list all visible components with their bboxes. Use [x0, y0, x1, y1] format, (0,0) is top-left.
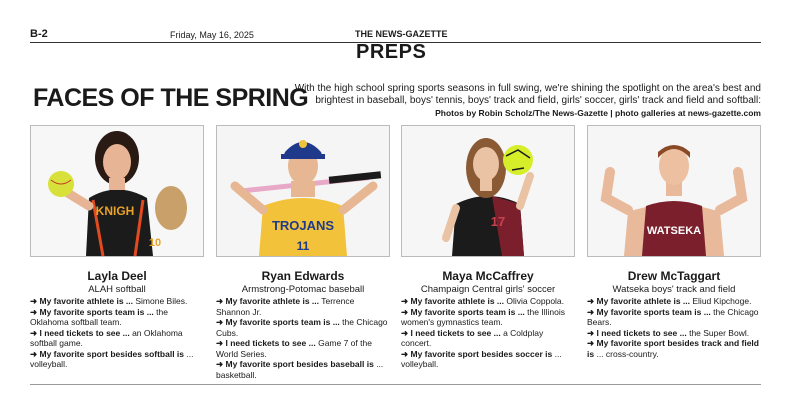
athlete-team: Champaign Central girls' soccer	[420, 284, 556, 295]
qa-item: ➜ My favorite sport besides soccer is ... volleyball.	[401, 348, 562, 369]
athlete-name: Maya McCaffrey	[442, 269, 534, 283]
athlete-photo	[216, 125, 390, 257]
athlete-photo	[401, 125, 575, 257]
qa-item: ➜ My favorite sports team is ... the Chicago Cubs.	[216, 317, 388, 338]
athlete-photo	[587, 125, 761, 257]
jersey-text: WATSEKA	[646, 225, 702, 237]
qa-item: ➜ My favorite athlete is ... Eliud Kipchoge.	[587, 296, 752, 306]
qa-item: ➜ My favorite sport besides softball is ... volleyball.	[30, 348, 194, 369]
jersey-text: TROJANS	[271, 218, 335, 233]
publication-date: Friday, May 16, 2025	[170, 30, 254, 40]
footer-rule	[30, 384, 761, 385]
qa-item: ➜ My favorite athlete is ... Olivia Coppola.	[401, 296, 565, 306]
athlete-name: Layla Deel	[87, 269, 147, 283]
qa-item: ➜ My favorite sport besides track and field is ... cross-country.	[587, 338, 759, 359]
qa-block	[216, 296, 390, 380]
athlete-photo	[30, 125, 204, 257]
qa-item: ➜ I need tickets to see ... a Coldplay concert.	[401, 327, 544, 348]
athlete-name: Drew McTaggart	[627, 269, 721, 283]
photo-credit: Photos by Robin Scholz/The News-Gazette | photo galleries at news-gazette.com	[435, 108, 761, 118]
qa-block	[30, 296, 204, 370]
qa-item: ➜ My favorite sports team is ... the Illinois women's gymnastics team.	[401, 306, 565, 327]
athlete-card	[401, 125, 575, 370]
qa-block	[587, 296, 761, 359]
qa-item: ➜ I need tickets to see ... an Oklahoma softball game.	[30, 327, 183, 348]
qa-item: ➜ My favorite sports team is ... the Oklahoma softball team.	[30, 306, 168, 327]
athlete-team: Watseka boys' track and field	[612, 284, 736, 295]
qa-item: ➜ I need tickets to see ... the Super Bowl.	[587, 327, 750, 338]
page-number: B-2	[30, 28, 48, 40]
jersey-number: 10	[148, 237, 162, 249]
athlete-card	[587, 125, 761, 359]
jersey-text: KNIGH	[95, 204, 135, 218]
athlete-card	[216, 125, 390, 380]
newspaper-name: THE NEWS-GAZETTE	[355, 29, 448, 39]
jersey-number: 11	[296, 239, 310, 253]
headline: FACES OF THE SPRING	[33, 84, 309, 112]
athlete-team: ALAH softball	[88, 284, 146, 295]
qa-item: ➜ My favorite athlete is ... Terrence Shannon Jr.	[216, 296, 355, 317]
jersey-number: 17	[490, 214, 506, 229]
athlete-card	[30, 125, 204, 370]
qa-item: ➜ My favorite sport besides baseball is ... basketball.	[216, 359, 384, 380]
athlete-name: Ryan Edwards	[261, 269, 345, 283]
intro-body: With the high school spring sports seasons in full swing, we're shining the spotlight on the area's best and brightest in baseball, boys' tennis, boys' track and field, girls' soccer, girls' track and field and softball:	[294, 83, 761, 106]
qa-item: ➜ I need tickets to see ... Game 7 of the World Series.	[216, 338, 372, 359]
qa-item: ➜ My favorite athlete is ... Simone Biles.	[30, 296, 188, 306]
section-title: PREPS	[356, 41, 427, 63]
qa-block	[401, 296, 575, 370]
qa-item: ➜ My favorite sports team is ... the Chicago Bears.	[587, 306, 759, 327]
intro-text	[282, 83, 761, 120]
athlete-team: Armstrong-Potomac baseball	[241, 284, 365, 295]
